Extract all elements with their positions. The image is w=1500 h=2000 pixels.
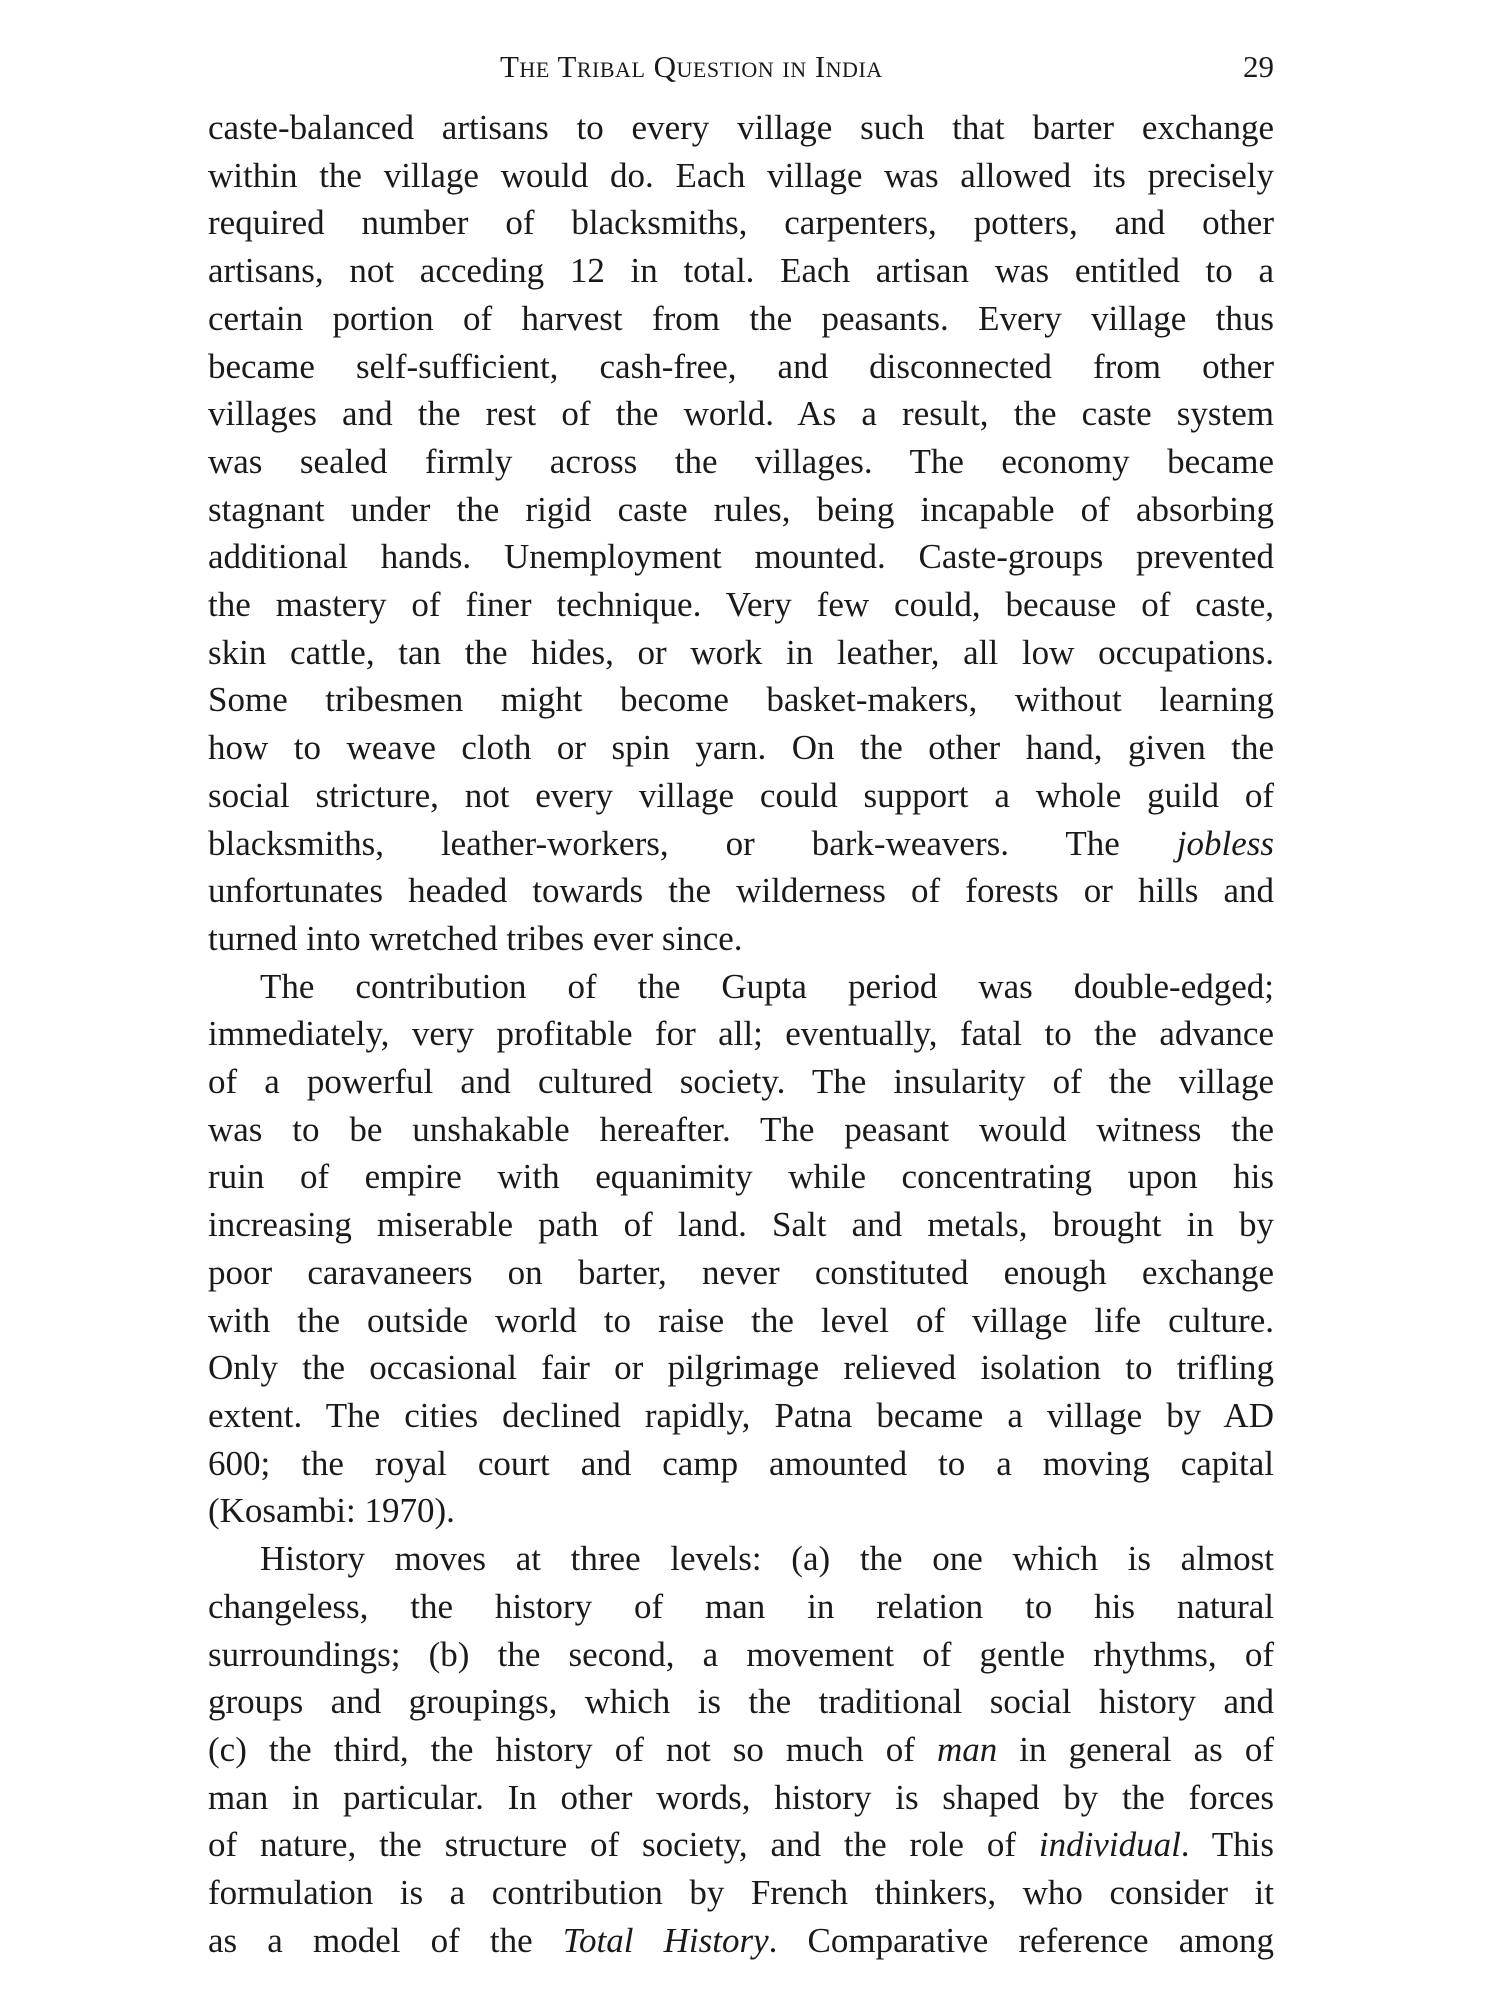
text-segment: blacksmiths, leather-workers, or bark-weavers. The <box>208 823 1177 863</box>
text-segment: social stricture, not every village could support a whole guild of <box>208 775 1274 815</box>
text-line <box>208 533 1274 581</box>
text-segment: ruin of empire with equanimity while concentrating upon his <box>208 1157 1274 1197</box>
text-line <box>208 104 1274 152</box>
text-line <box>208 1249 1274 1297</box>
italic-text: jobless <box>1176 823 1274 863</box>
text-line <box>208 629 1274 677</box>
body-text <box>208 104 1274 1964</box>
book-page <box>208 40 1274 1964</box>
text-segment: within the village would do. Each village was allowed its precisely <box>208 155 1274 195</box>
text-segment: poor caravaneers on barter, never constituted enough exchange <box>208 1252 1274 1292</box>
text-segment: extent. The cities declined rapidly, Patna became a village by AD <box>208 1395 1274 1435</box>
text-line <box>208 772 1274 820</box>
text-segment: unfortunates headed towards the wilderness of forests or hills and <box>208 871 1274 911</box>
text-line <box>208 724 1274 772</box>
text-line <box>208 820 1274 868</box>
text-line <box>208 1153 1274 1201</box>
text-segment: of nature, the structure of society, and the role of <box>208 1825 1039 1865</box>
text-segment: . Comparative reference among <box>768 1920 1274 1960</box>
text-segment: (c) the third, the history of not so much of <box>208 1729 937 1769</box>
text-segment: certain portion of harvest from the peasants. Every village thus <box>208 298 1274 338</box>
text-segment: changeless, the history of man in relation to his natural <box>208 1586 1274 1626</box>
text-line <box>208 1583 1274 1631</box>
text-segment: surroundings; (b) the second, a movement of gentle rhythms, of <box>208 1634 1274 1674</box>
italic-text: man <box>936 1729 998 1769</box>
page-number: 29 <box>1243 49 1274 84</box>
italic-text: individual <box>1038 1825 1181 1865</box>
text-segment: in general as of <box>997 1729 1274 1769</box>
text-line <box>208 1487 1274 1535</box>
text-line <box>208 295 1274 343</box>
text-line <box>208 1058 1274 1106</box>
text-line <box>208 438 1274 486</box>
text-line <box>208 1869 1274 1917</box>
text-segment: how to weave cloth or spin yarn. On the other hand, given the <box>208 728 1274 768</box>
text-segment: . This <box>1180 1825 1275 1865</box>
text-line <box>208 199 1274 247</box>
text-segment: formulation is a contribution by French thinkers, who consider it <box>208 1873 1274 1913</box>
text-line <box>208 676 1274 724</box>
text-segment: caste-balanced artisans to every village such that barter exchange <box>208 108 1274 147</box>
running-head <box>208 40 1274 94</box>
running-title: The Tribal Question in India <box>500 49 883 84</box>
text-segment: became self-sufficient, cash-free, and disconnected from other <box>208 346 1274 386</box>
text-line <box>208 1297 1274 1345</box>
text-segment: was to be unshakable hereafter. The peasant would witness the <box>208 1109 1274 1149</box>
text-segment: turned into wretched tribes ever since. <box>208 918 743 958</box>
text-line <box>208 1678 1274 1726</box>
text-line <box>208 1010 1274 1058</box>
text-segment: with the outside world to raise the level of village life culture. <box>208 1300 1274 1340</box>
paragraph <box>208 963 1274 1535</box>
text-segment: stagnant under the rigid caste rules, being incapable of absorbing <box>208 489 1274 529</box>
text-segment: the mastery of finer technique. Very few could, because of caste, <box>208 585 1274 625</box>
text-line <box>208 152 1274 200</box>
text-segment: immediately, very profitable for all; eventually, fatal to the advance <box>208 1014 1274 1054</box>
text-line <box>208 963 1274 1011</box>
text-line <box>208 247 1274 295</box>
text-line <box>208 1774 1274 1822</box>
text-line <box>208 1106 1274 1154</box>
text-line <box>208 390 1274 438</box>
text-line <box>208 1344 1274 1392</box>
text-segment: History moves at three levels: (a) the one which is almost <box>260 1539 1274 1579</box>
text-line <box>208 915 1274 963</box>
text-line <box>208 343 1274 391</box>
text-segment: Only the occasional fair or pilgrimage relieved isolation to trifling <box>208 1348 1274 1388</box>
text-segment: groups and groupings, which is the traditional social history and <box>208 1682 1274 1722</box>
text-line <box>208 1535 1274 1583</box>
text-segment: man in particular. In other words, history is shaped by the forces <box>208 1777 1274 1817</box>
text-line <box>208 1631 1274 1679</box>
text-segment: additional hands. Unemployment mounted. Caste-groups prevented <box>208 537 1274 577</box>
text-segment: of a powerful and cultured society. The insularity of the village <box>208 1062 1274 1102</box>
text-segment: Some tribesmen might become basket-makers, without learning <box>208 680 1274 720</box>
text-segment: artisans, not acceding 12 in total. Each artisan was entitled to a <box>208 251 1274 291</box>
text-segment: increasing miserable path of land. Salt and metals, brought in by <box>208 1205 1274 1245</box>
paragraph <box>208 104 1274 963</box>
text-line <box>208 1392 1274 1440</box>
text-segment: The contribution of the Gupta period was double-edged; <box>260 966 1274 1006</box>
text-segment: villages and the rest of the world. As a result, the caste system <box>208 394 1274 434</box>
text-line <box>208 1821 1274 1869</box>
text-line <box>208 1917 1274 1965</box>
text-line <box>208 1726 1274 1774</box>
text-segment: was sealed firmly across the villages. The economy became <box>208 441 1274 481</box>
text-line <box>208 1201 1274 1249</box>
text-line <box>208 867 1274 915</box>
text-line <box>208 1440 1274 1488</box>
text-segment: (Kosambi: 1970). <box>208 1491 455 1531</box>
text-segment: 600; the royal court and camp amounted to a moving capital <box>208 1443 1274 1483</box>
text-line <box>208 581 1274 629</box>
italic-text: Total History <box>562 1920 769 1960</box>
text-segment: required number of blacksmiths, carpenters, potters, and other <box>208 203 1274 243</box>
paragraph <box>208 1535 1274 1964</box>
text-segment: skin cattle, tan the hides, or work in leather, all low occupations. <box>208 632 1274 672</box>
text-line <box>208 486 1274 534</box>
text-segment: as a model of the <box>208 1920 563 1960</box>
